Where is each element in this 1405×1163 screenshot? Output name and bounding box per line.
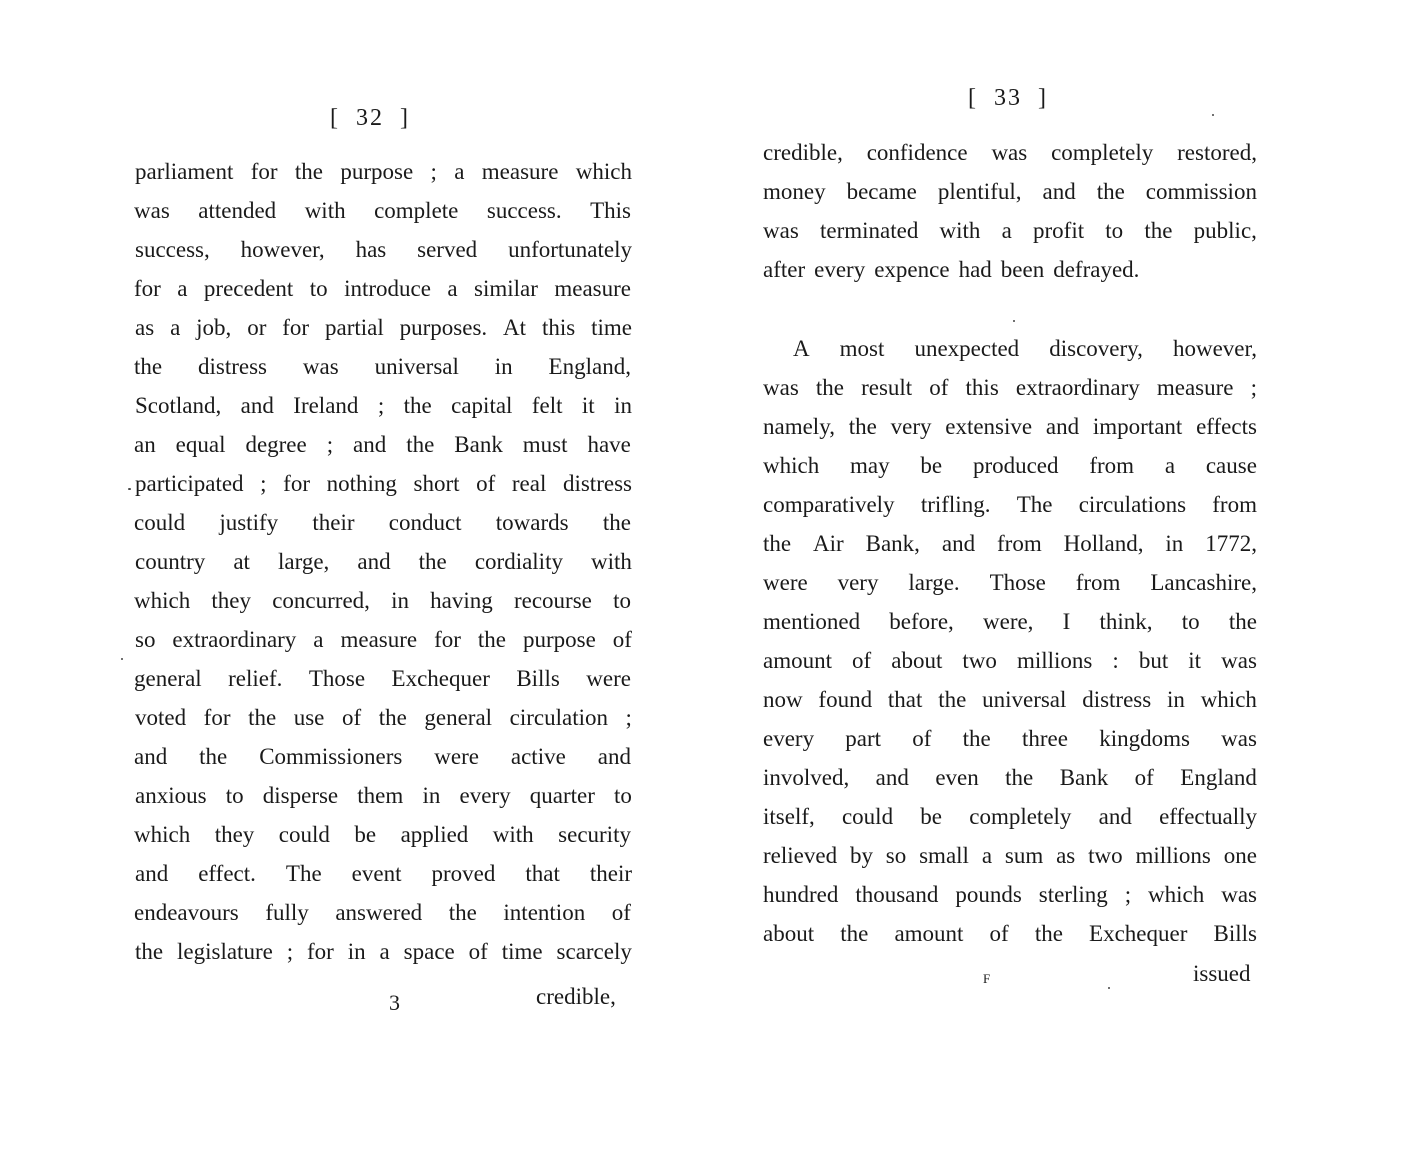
right-page [700,0,1405,1163]
text-line: anxious to disperse them in every quarter to [135,783,632,808]
text-line: were very large. Those from Lancashire, [763,570,1257,595]
text-line: voted for the use of the general circulation ; [135,705,632,730]
left-page [0,0,700,1163]
text-line: participated ; for nothing short of real distress [135,471,632,496]
text-line: and the Commissioners were active and [134,744,631,769]
text-line: about the amount of the Exchequer Bills [763,921,1257,946]
paragraph [763,133,1257,289]
page-number: [ 32 ] [330,105,410,131]
text-line: was terminated with a profit to the public, [763,218,1257,243]
signature-mark: F [983,971,991,986]
text-line: general relief. Those Exchequer Bills were [134,666,631,691]
text-line: itself, could be completely and effectually [763,804,1257,829]
text-line: was attended with complete success. This [134,198,631,223]
text-line: namely, the very extensive and important effects [763,414,1257,439]
signature-mark: 3 [389,990,400,1015]
ink-speck [121,658,123,660]
ink-speck [1013,320,1015,322]
text-line: which they could be applied with security [134,822,631,847]
text-line: comparatively trifling. The circulations from [763,492,1257,517]
text-line: success, however, has served unfortunately [135,237,632,262]
text-line: endeavours fully answered the intention of [134,900,631,925]
text-line: country at large, and the cordiality with [135,549,632,574]
text-line: could justify their conduct towards the [134,510,631,535]
text-line: Scotland, and Ireland ; the capital felt it in [135,393,632,418]
left-page-text [134,152,631,971]
text-line: money became plentiful, and the commission [763,179,1257,204]
text-line: A most unexpected discovery, however, [793,336,1257,361]
text-line: every part of the three kingdoms was [763,726,1257,751]
text-line: an equal degree ; and the Bank must have [134,432,631,457]
paragraph [763,329,1257,953]
text-line: the Air Bank, and from Holland, in 1772, [763,531,1257,556]
text-line: which may be produced from a cause [763,453,1257,478]
ink-speck [1108,987,1110,989]
text-line: now found that the universal distress in which [763,687,1257,712]
text-line: parliament for the purpose ; a measure which [135,159,632,184]
page-number: [ 33 ] [968,85,1048,111]
text-line: credible, confidence was completely restored, [763,140,1257,165]
text-line: and effect. The event proved that their [135,861,632,886]
text-line: amount of about two millions : but it was [763,648,1257,673]
text-line: was the result of this extraordinary measure ; [763,375,1257,400]
catchword: credible, [536,984,616,1009]
text-line: involved, and even the Bank of England [763,765,1257,790]
text-line: for a precedent to introduce a similar measure [134,276,631,301]
ink-speck [1212,114,1214,116]
text-line: the distress was universal in England, [134,354,631,379]
text-line: relieved by so small a sum as two millions one [763,843,1257,868]
ink-speck [128,488,131,490]
text-line: mentioned before, were, I think, to the [763,609,1257,634]
text-line: so extraordinary a measure for the purpose of [135,627,632,652]
text-line: after every expence had been defrayed. [763,257,1140,282]
text-line: the legislature ; for in a space of time scarcely [135,939,632,964]
text-line: as a job, or for partial purposes. At this time [135,315,632,340]
text-line: which they concurred, in having recourse to [134,588,631,613]
text-line: hundred thousand pounds sterling ; which was [763,882,1257,907]
catchword: issued [1193,961,1251,986]
